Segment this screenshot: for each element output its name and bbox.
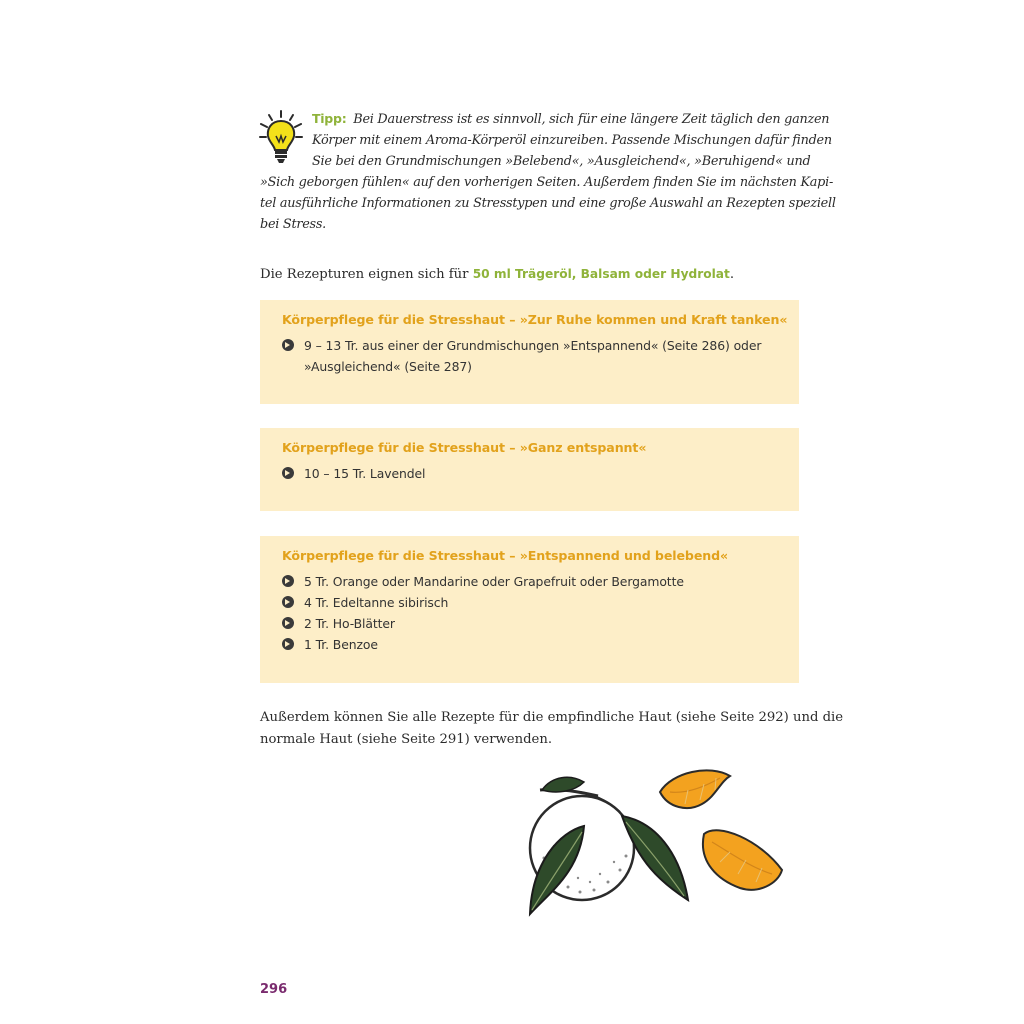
leaf xyxy=(542,777,584,792)
recipe-item-text: 1 Tr. Benzoe xyxy=(304,637,378,652)
arrow-circle-icon xyxy=(282,575,294,587)
recipe-item-text: 10 – 15 Tr. Lavendel xyxy=(304,466,426,481)
intro-highlight: 50 ml Trägeröl, Balsam oder Hydrolat xyxy=(472,267,730,281)
outro-paragraph xyxy=(260,707,844,751)
recipe-item-text: 9 – 13 Tr. aus einer der Grundmischungen »Entspannend« (Seite 286) oder xyxy=(304,338,762,353)
recipe-item-text: 4 Tr. Edeltanne sibirisch xyxy=(304,595,449,610)
tip-label: Tipp: xyxy=(312,111,347,126)
intro-paragraph xyxy=(260,264,800,285)
recipe-list xyxy=(282,571,777,655)
recipe-box xyxy=(260,300,799,404)
arrow-circle-icon xyxy=(282,617,294,629)
page-number: 296 xyxy=(260,982,288,997)
tip-text: Bei Dauerstress ist es sinnvoll, sich für eine längere Zeit täglich den ganzen xyxy=(353,112,830,127)
mandarin-segment xyxy=(660,770,730,808)
recipe-item xyxy=(282,634,777,655)
recipe-item xyxy=(282,335,777,377)
recipe-item xyxy=(282,613,777,634)
tip-block xyxy=(260,108,836,235)
arrow-circle-icon xyxy=(282,339,294,351)
page-content xyxy=(260,108,844,747)
arrow-circle-icon xyxy=(282,638,294,650)
tip-line: Körper mit einem Aroma-Körperöl einzureiben. Passende Mischungen dafür finden xyxy=(312,133,832,148)
arrow-circle-icon xyxy=(282,467,294,479)
arrow-circle-icon xyxy=(282,596,294,608)
recipe-item xyxy=(282,463,777,484)
recipe-box xyxy=(260,428,799,511)
mandarin-segment xyxy=(703,830,782,890)
outro-line: Außerdem können Sie alle Rezepte für die empfindliche Haut (siehe Seite 292) und die xyxy=(260,710,844,725)
recipe-item xyxy=(282,592,777,613)
tip-line: »Sich geborgen fühlen« auf den vorherigen Seiten. Außerdem finden Sie im nächsten Kapi- xyxy=(260,175,834,190)
outro-line: normale Haut (siehe Seite 291) verwenden. xyxy=(260,732,553,747)
recipe-box xyxy=(260,536,799,683)
tip-line: bei Stress. xyxy=(260,217,326,232)
mandarin-illustration xyxy=(520,762,790,922)
recipe-list xyxy=(282,335,777,377)
recipe-item-text: »Ausgleichend« (Seite 287) xyxy=(304,359,472,374)
recipe-title: Körperpflege für die Stresshaut – »Entspannend und belebend« xyxy=(282,548,729,563)
recipe-list xyxy=(282,463,777,484)
intro-end: . xyxy=(729,267,735,282)
recipe-title: Körperpflege für die Stresshaut – »Ganz entspannt« xyxy=(282,440,647,455)
recipe-item-text: 2 Tr. Ho-Blätter xyxy=(304,616,395,631)
tip-line: tel ausführliche Informationen zu Stresstypen und eine große Auswahl an Rezepten speziell xyxy=(260,196,836,211)
intro-text: Die Rezepturen eignen sich für xyxy=(260,267,469,282)
recipe-title: Körperpflege für die Stresshaut – »Zur Ruhe kommen und Kraft tanken« xyxy=(282,312,788,327)
recipe-item-text: 5 Tr. Orange oder Mandarine oder Grapefruit oder Bergamotte xyxy=(304,574,684,589)
recipe-item xyxy=(282,571,777,592)
lightbulb-icon xyxy=(258,110,304,166)
tip-line: Sie bei den Grundmischungen »Belebend«, »Ausgleichend«, »Beruhigend« und xyxy=(312,154,811,169)
tip-line xyxy=(260,108,830,130)
